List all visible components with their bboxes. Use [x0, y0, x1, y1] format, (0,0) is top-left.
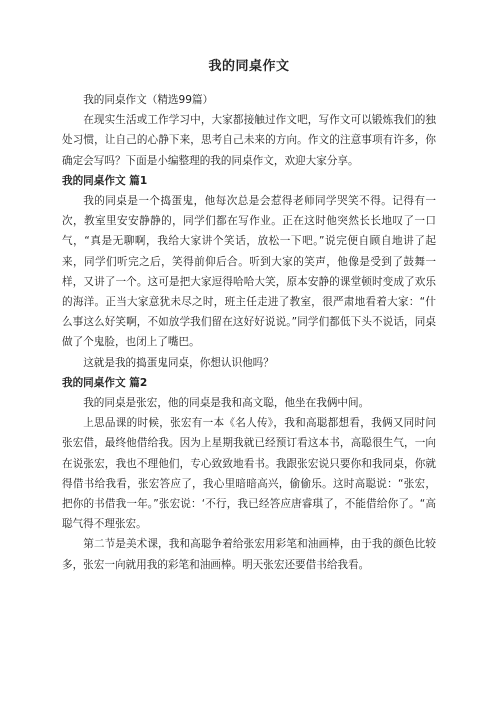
- section-2-heading: 我的同桌作文 篇2: [62, 376, 148, 389]
- section-1-heading: 我的同桌作文 篇1: [62, 174, 148, 187]
- document-title: 我的同桌作文: [208, 59, 290, 74]
- document-page: [62, 58, 436, 575]
- intro-paragraph: 在现实生活或工作学习中，大家都接触过作文吧，写作文可以锻炼我们的独处习惯，让自己的心静下来，思考自己未来的方向。作文的注意事项有许多，你确定会写吗？下面是小编整理的我的同桌作文，欢迎大家分享。: [62, 114, 436, 167]
- section-2-paragraph-3: 第二节是美术课，我和高聪争着给张宏用彩笔和油画棒，由于我的颜色比较多，张宏一向就用我的彩笔和油画棒。明天张宏还要借书给我看。: [62, 538, 436, 571]
- section-2-paragraph-2: 上思品课的时候，张宏有一本《名人传》，我和高聪都想看，我俩又同时问张宏借，最终他借给我。因为上星期我就已经预订看这本书，高聪很生气，一向在说张宏，我也不理他们，专心致致地看书。我跟张宏说只要你和我同桌，你就得借书给我看，张宏答应了，我心里暗暗高兴，偷偷乐。这时高聪说：“张宏，把你的书借我一年。”张宏说：‘不行，我已经答应唐睿琪了，不能借给你了。“高聪气得不理张宏。: [62, 417, 436, 531]
- section-1-paragraph-1: 我的同桌是一个捣蛋鬼，他每次总是会惹得老师同学哭笑不得。记得有一次，教室里安安静静的，同学们都在写作业。正在这时他突然长长地叹了一口气，“真是无聊啊，我给大家讲个笑话，放松一下吧。”说完便自顾自地讲了起来，同学们听完之后，笑得前仰后合。听到大家的笑声，他像是受到了鼓舞一样，又讲了一个。这可是把大家逗得哈哈大笑，原本安静的课堂顿时变成了欢乐的海洋。正当大家意犹未尽之时，班主任走进了教室，很严肃地看着大家：“什么事这么好笑啊，不如放学我们留在这好好说说。”同学们都低下头不说话，同桌做了个鬼脸，也闭上了嘴巴。: [62, 195, 436, 349]
- intro-line: 我的同桌作文（精选99篇）: [83, 94, 214, 106]
- section-2-paragraph-1: 我的同桌是张宏，他的同桌是我和高文聪，他坐在我俩中间。: [83, 397, 370, 410]
- section-1-paragraph-2: 这就是我的捣蛋鬼同桌，你想认识他吗？: [83, 356, 274, 369]
